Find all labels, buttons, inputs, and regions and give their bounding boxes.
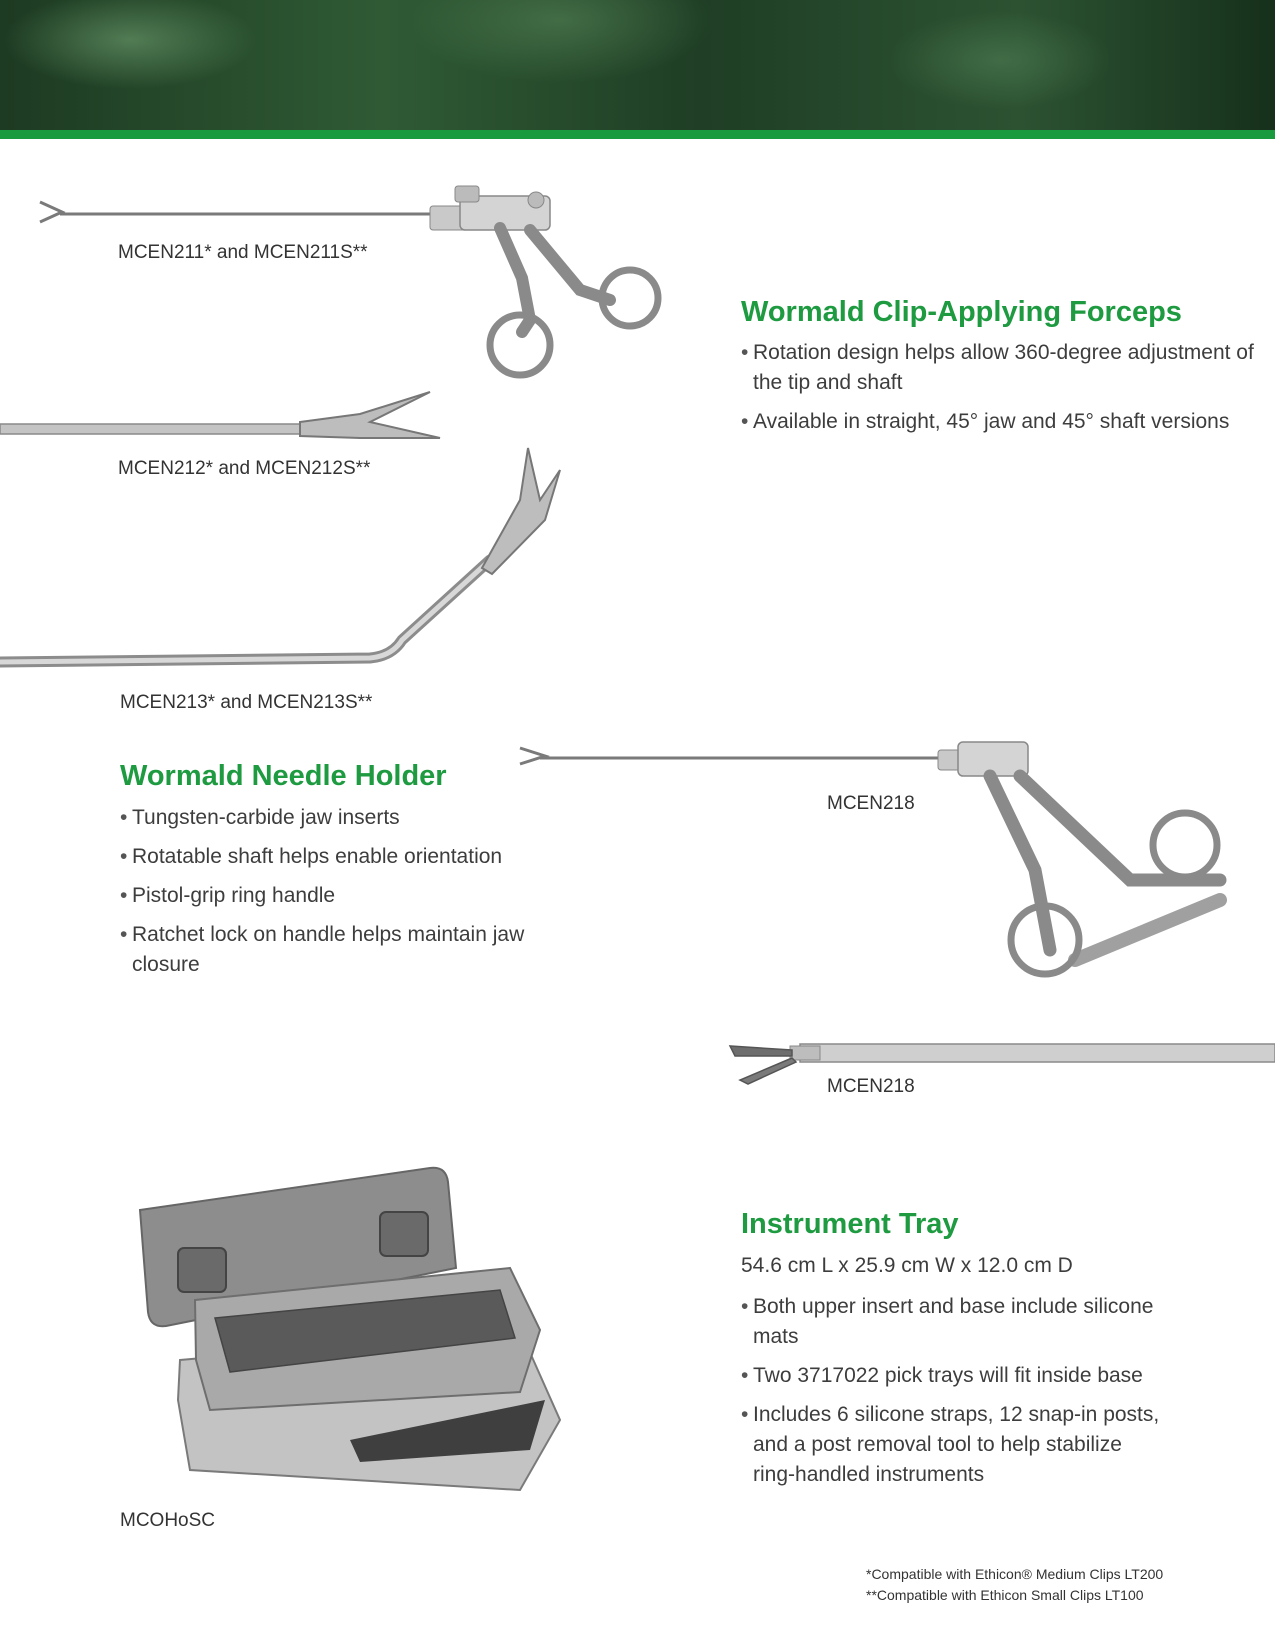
caption-mcen218-bottom: MCEN218	[827, 1076, 915, 1097]
caption-mcen218-top: MCEN218	[827, 793, 915, 814]
list-item: • Rotation design helps allow 360-degree adjustment of the tip and shaft	[741, 338, 1261, 398]
instrument-tray-dimensions: 54.6 cm L x 25.9 cm W x 12.0 cm D	[741, 1254, 1073, 1277]
list-item: • Rotatable shaft helps enable orientation	[120, 842, 540, 872]
list-item: • Includes 6 silicone straps, 12 snap-in posts, and a post removal tool to help stabilize ring-handled instruments	[741, 1400, 1161, 1490]
footnote-medium-clips: *Compatible with Ethicon® Medium Clips LT200	[866, 1566, 1164, 1582]
list-item: • Both upper insert and base include silicone mats	[741, 1292, 1161, 1352]
list-item: • Available in straight, 45° jaw and 45° shaft versions	[741, 407, 1261, 437]
list-item: • Ratchet lock on handle helps maintain jaw closure	[120, 920, 540, 980]
needle-holder-title: Wormald Needle Holder	[120, 760, 447, 792]
footnote-small-clips: **Compatible with Ethicon Small Clips LT100	[866, 1587, 1144, 1603]
instrument-tray-bullets	[741, 1292, 1161, 1499]
instrument-tray-title: Instrument Tray	[741, 1208, 959, 1240]
list-item: • Two 3717022 pick trays will fit inside base	[741, 1361, 1161, 1391]
caption-mcen212: MCEN212* and MCEN212S**	[118, 458, 371, 479]
caption-mcoh0sc: MCOHoSC	[120, 1510, 216, 1531]
caption-mcen211: MCEN211* and MCEN211S**	[118, 242, 368, 263]
caption-mcen213: MCEN213* and MCEN213S**	[120, 692, 373, 713]
clip-forceps-title: Wormald Clip-Applying Forceps	[741, 296, 1182, 328]
list-item: • Tungsten-carbide jaw inserts	[120, 803, 540, 833]
list-item: • Pistol-grip ring handle	[120, 881, 540, 911]
